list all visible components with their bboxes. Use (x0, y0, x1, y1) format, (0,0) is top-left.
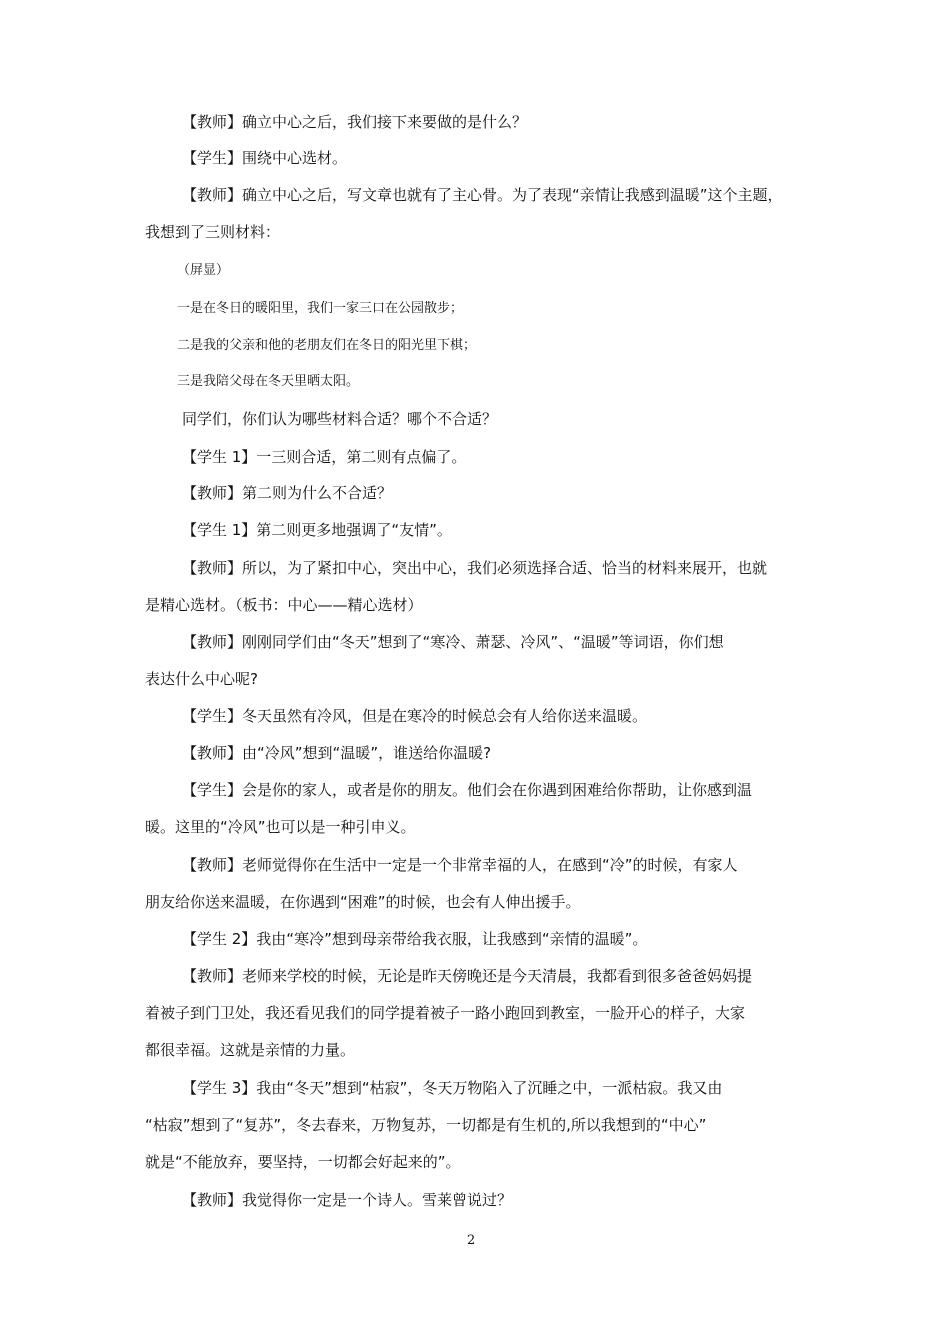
paragraph-9 (145, 624, 820, 698)
text-line: 都很幸福。这就是亲情的力量。 (145, 1041, 356, 1059)
text-line: 【学生 2】我由“寒冷”想到母亲带给我衣服，让我感到“亲情的温暖”。 (182, 930, 648, 948)
paragraph-12 (145, 772, 820, 846)
text-line: 【学生 3】我由“冬天”想到“枯寂”，冬天万物陷入了沉睡之中，一派枯寂。我又由 (182, 1079, 723, 1097)
material-item-3 (177, 373, 359, 391)
paragraph-16 (145, 1070, 820, 1181)
paragraph-14 (145, 921, 820, 958)
text-line: 【学生 1】一三则合适，第二则有点偏了。 (182, 448, 467, 466)
text-line: 【教师】确立中心之后，写文章也就有了主心骨。为了表现“亲情让我感到温暖”这个主题， (182, 186, 783, 204)
text-line: 【教师】老师觉得你在生活中一定是一个非常幸福的人，在感到“冷”的时候，有家人 (182, 856, 738, 874)
text-line: 着被子到门卫处，我还看见我们的同学提着被子一路小跑回到教室，一脸开心的样子，大家 (145, 1004, 746, 1022)
page-number: 2 (467, 1233, 476, 1248)
text-line: 朋友给你送来温暖，在你遇到“困难”的时候，也会有人伸出援手。 (145, 893, 581, 911)
text-line: 暖。这里的“冷风”也可以是一种引申义。 (145, 818, 416, 836)
text-line: 【教师】所以，为了紧扣中心，突出中心，我们必须选择合适、恰当的材料来展开，也就 (182, 559, 768, 577)
text-line: 就是“不能放弃，要坚持，一切都会好起来的”。 (145, 1153, 461, 1171)
text-line: 【教师】由“冷风”想到“温暖”，谁送给你温暖? (182, 744, 492, 762)
text-line: 【学生 1】第二则更多地强调了“友情”。 (182, 521, 452, 539)
material-item-1 (177, 300, 463, 318)
paragraph-7 (145, 512, 820, 549)
paragraph-8 (145, 550, 820, 624)
paragraph-4 (145, 401, 820, 438)
text-line: “枯寂”想到了“复苏”，冬去春来，万物复苏，一切都是有生机的,所以我想到的“中心” (145, 1116, 707, 1134)
paragraph-3 (145, 177, 820, 251)
paragraph-2 (145, 140, 820, 177)
paragraph-6 (145, 475, 820, 512)
text-line: 【学生】冬天虽然有冷风，但是在寒冷的时候总会有人给你送来温暖。 (182, 707, 648, 725)
text-line: 【学生】围绕中心选材。 (182, 149, 348, 167)
text-line: 一是在冬日的暖阳里，我们一家三口在公园散步； (177, 301, 464, 316)
paragraph-10 (145, 698, 820, 735)
paragraph-11 (145, 735, 820, 772)
text-line: 三是我陪父母在冬天里晒太阳。 (177, 374, 360, 389)
text-line: 【教师】第二则为什么不合适？ (182, 484, 393, 502)
text-line: 同学们，你们认为哪些材料合适？哪个不合适？ (182, 410, 498, 428)
text-line: 我想到了三则材料： (145, 223, 281, 241)
text-line: 二是我的父亲和他的老朋友们在冬日的阳光里下棋； (177, 338, 477, 353)
text-line: 【教师】老师来学校的时候，无论是昨天傍晚还是今天清晨，我都看到很多爸爸妈妈提 (182, 967, 753, 985)
paragraph-5 (145, 439, 820, 476)
material-item-2 (177, 337, 476, 355)
text-line: 【教师】确立中心之后，我们接下来要做的是什么？ (182, 113, 528, 131)
paragraph-1 (145, 104, 820, 141)
paragraph-17 (145, 1182, 820, 1219)
paragraph-15 (145, 958, 820, 1069)
text-line: 【学生】会是你的家人，或者是你的朋友。他们会在你遇到困难给你帮助，让你感到温 (182, 781, 753, 799)
text-line: 表达什么中心呢? (145, 670, 258, 688)
paragraph-13 (145, 847, 820, 921)
text-line: 是精心选材。（板书：中心——精心选材） (145, 596, 423, 614)
text-line: 【教师】我觉得你一定是一个诗人。雪莱曾说过？ (182, 1191, 513, 1209)
text-line: （屏显） (177, 263, 230, 278)
screen-display-label (177, 262, 229, 280)
text-line: 【教师】刚刚同学们由“冬天”想到了“寒冷、萧瑟、冷风”、“温暖”等词语，你们想 (182, 633, 724, 651)
